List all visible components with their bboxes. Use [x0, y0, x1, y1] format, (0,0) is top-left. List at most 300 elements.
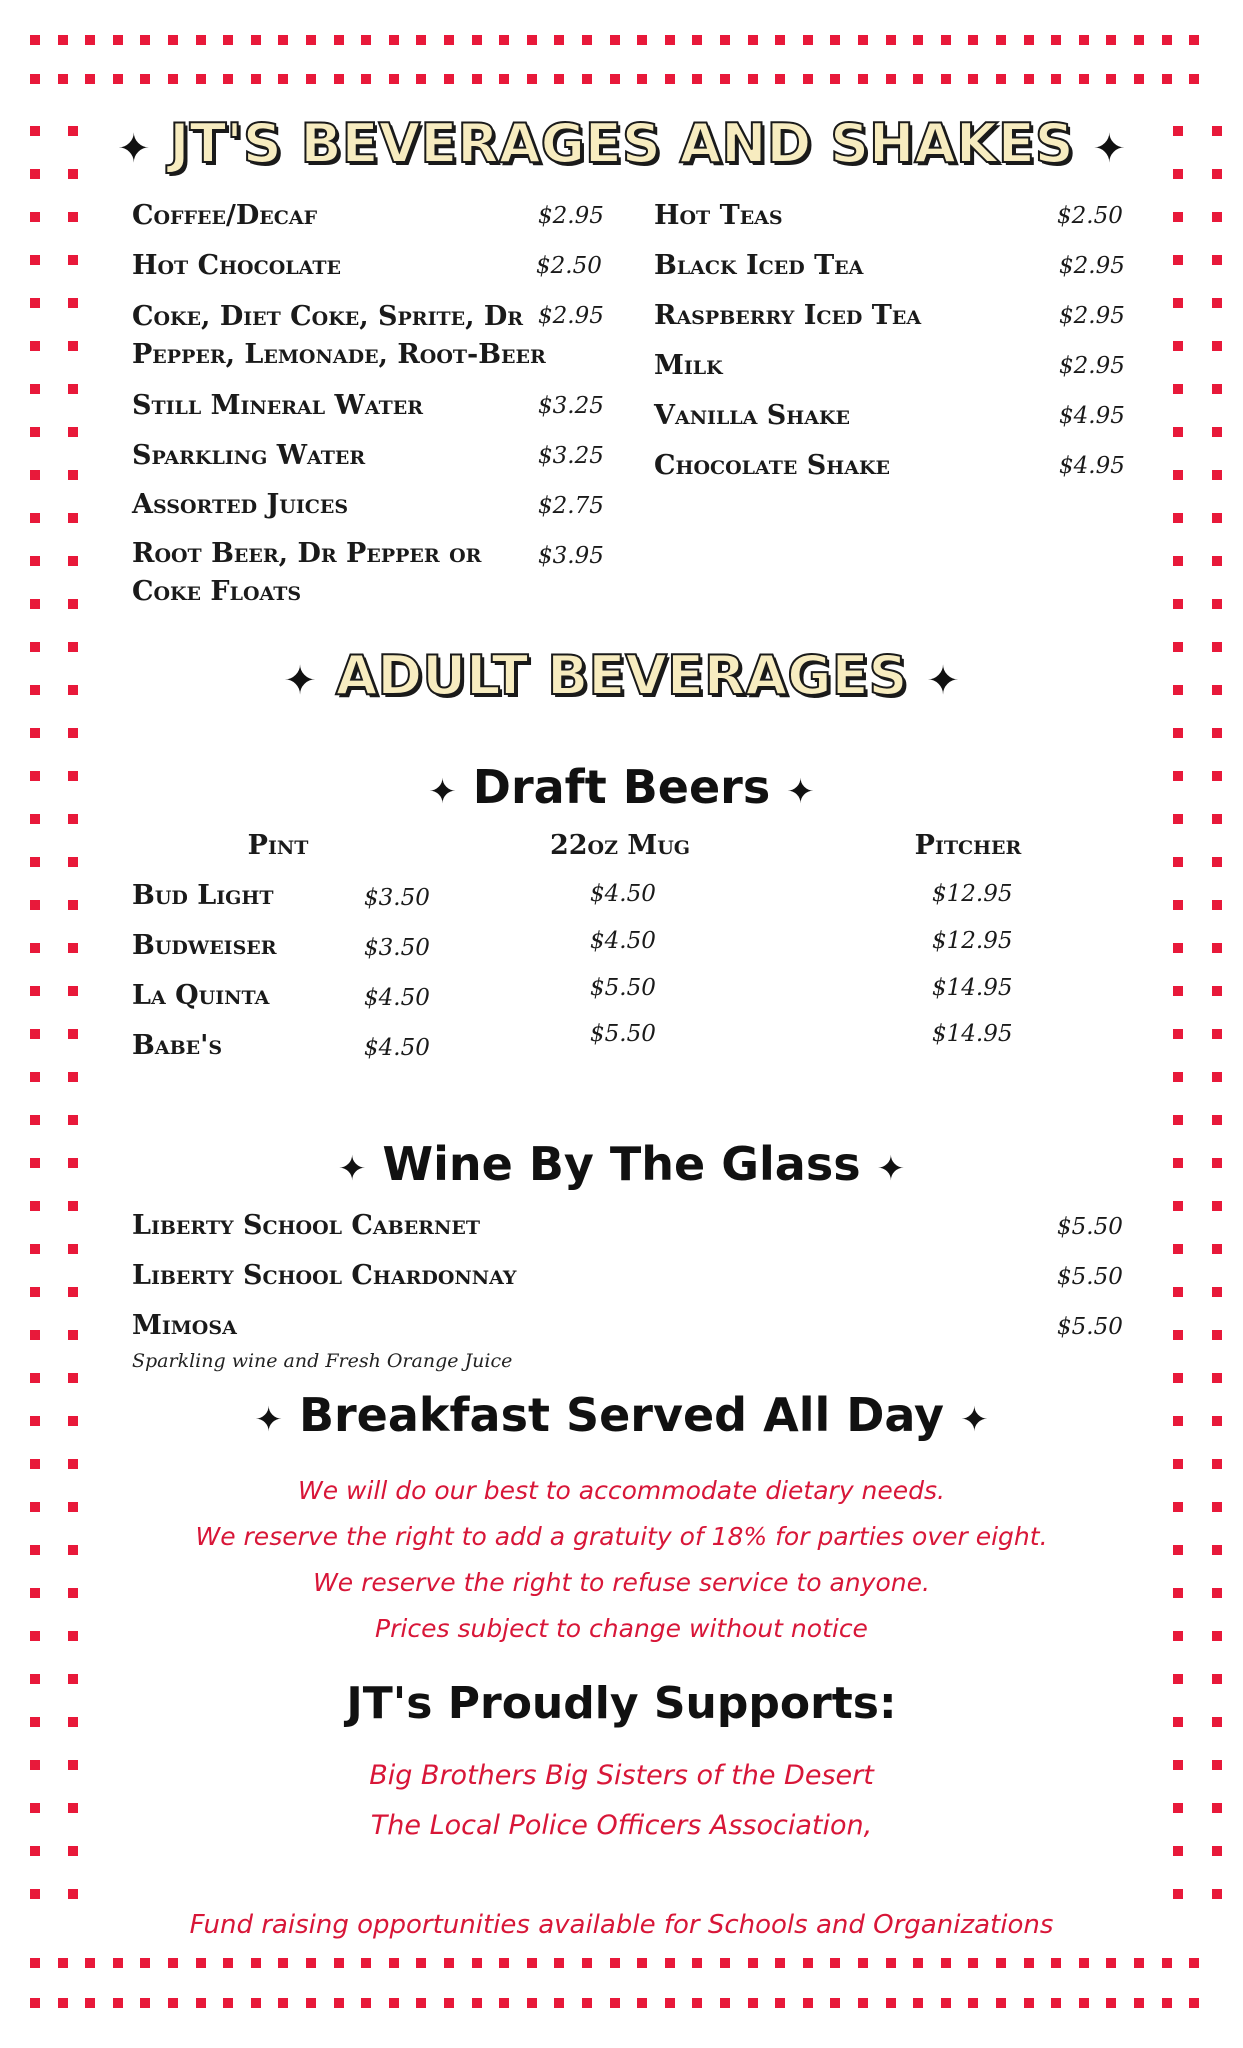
border-dot: [1134, 74, 1144, 84]
menu-item-name: Coke, Diet Coke, Sprite, Dr Pepper, Lemonade, Root-Beer: [132, 301, 546, 370]
mimosa-description: Sparkling wine and Fresh Orange Juice: [132, 1350, 513, 1372]
border-dot: [775, 74, 785, 84]
border-dot: [996, 1958, 1006, 1968]
border-dot: [1212, 298, 1222, 308]
border-dot: [610, 35, 620, 45]
border-dot: [1212, 728, 1222, 738]
border-dot: [775, 35, 785, 45]
border-dot: [1173, 341, 1183, 351]
beverages-heading: ✦ JT'S BEVERAGES AND SHAKES ✦: [117, 112, 1126, 175]
border-dot: [30, 1115, 40, 1125]
border-dot: [665, 1958, 675, 1968]
border-dot: [720, 1998, 730, 2008]
border-dot: [30, 470, 40, 480]
border-dot: [1212, 212, 1222, 222]
border-dot: [1079, 35, 1089, 45]
border-dot: [1212, 1115, 1222, 1125]
border-dot: [68, 212, 78, 222]
border-dot: [1173, 1115, 1183, 1125]
border-dot: [1173, 1201, 1183, 1211]
border-dot: [30, 556, 40, 566]
border-dot: [30, 35, 40, 45]
wine-price: $5.50: [1057, 1264, 1123, 1290]
wine-name: Liberty School Cabernet: [132, 1210, 480, 1241]
border-dot: [941, 74, 951, 84]
border-dot: [1173, 1287, 1183, 1297]
border-dot: [68, 1201, 78, 1211]
border-dot: [1189, 1958, 1199, 1968]
border-dot: [334, 1998, 344, 2008]
border-dot: [748, 74, 758, 84]
border-dot: [1051, 1958, 1061, 1968]
menu-item-name: Hot Teas: [654, 200, 783, 231]
border-dot: [582, 74, 592, 84]
border-dot: [251, 74, 261, 84]
border-dot: [1173, 1846, 1183, 1856]
border-dot: [1051, 74, 1061, 84]
column-header-pint: Pint: [247, 830, 309, 861]
border-dot: [58, 74, 68, 84]
border-dot: [1212, 1201, 1222, 1211]
beer-price-pitcher: $14.95: [932, 1021, 1013, 1047]
border-dot: [1212, 1889, 1222, 1899]
border-dot: [196, 1998, 206, 2008]
border-dot: [720, 1958, 730, 1968]
border-dot: [223, 1958, 233, 1968]
menu-item-name: Still Mineral Water: [132, 390, 423, 421]
border-dot: [68, 513, 78, 523]
border-dot: [1212, 341, 1222, 351]
border-dot: [748, 1998, 758, 2008]
border-dot: [196, 74, 206, 84]
border-dot: [30, 728, 40, 738]
border-dot: [968, 74, 978, 84]
border-dot: [113, 74, 123, 84]
border-dot: [306, 35, 316, 45]
sparkle-icon: ✦: [283, 658, 317, 704]
border-dot: [499, 35, 509, 45]
border-dot: [472, 1998, 482, 2008]
border-dot: [416, 35, 426, 45]
border-dot: [1173, 1072, 1183, 1082]
border-dot: [140, 1998, 150, 2008]
border-dot: [68, 1029, 78, 1039]
border-dot: [30, 513, 40, 523]
border-dot: [68, 728, 78, 738]
border-dot: [278, 74, 288, 84]
border-dot: [1024, 1998, 1034, 2008]
border-dot: [306, 1998, 316, 2008]
border-dot: [692, 1998, 702, 2008]
border-dot: [830, 35, 840, 45]
border-dot: [444, 35, 454, 45]
border-dot: [665, 74, 675, 84]
border-dot: [68, 1330, 78, 1340]
beer-price-pint: $4.50: [364, 1035, 430, 1061]
border-dot: [886, 1958, 896, 1968]
border-dot: [389, 74, 399, 84]
border-dot: [554, 35, 564, 45]
border-dot: [30, 900, 40, 910]
border-dot: [278, 35, 288, 45]
beer-name: Bud Light: [132, 880, 274, 911]
border-dot: [68, 1889, 78, 1899]
border-dot: [1051, 1998, 1061, 2008]
border-dot: [830, 1998, 840, 2008]
menu-item-name: Root Beer, Dr Pepper or Coke Floats: [132, 538, 482, 607]
border-dot: [251, 1998, 261, 2008]
border-dot: [68, 943, 78, 953]
border-dot: [251, 1958, 261, 1968]
border-dot: [1189, 74, 1199, 84]
border-dot: [68, 1846, 78, 1856]
border-dot: [610, 1958, 620, 1968]
border-dot: [720, 74, 730, 84]
border-dot: [1173, 986, 1183, 996]
policy-line: We will do our best to accommodate dietary needs.: [297, 1476, 946, 1505]
border-dot: [58, 35, 68, 45]
sparkle-icon: ✦: [337, 1149, 367, 1189]
border-dot: [223, 1998, 233, 2008]
border-dot: [582, 1998, 592, 2008]
border-dot: [68, 1115, 78, 1125]
border-dot: [389, 35, 399, 45]
border-dot: [1079, 1958, 1089, 1968]
border-dot: [748, 35, 758, 45]
border-dot: [306, 74, 316, 84]
border-dot: [85, 1958, 95, 1968]
menu-item-price: $2.95: [1059, 253, 1125, 279]
border-dot: [1173, 384, 1183, 394]
border-dot: [30, 986, 40, 996]
wine-name: Liberty School Chardonnay: [132, 1260, 517, 1291]
menu-item-name: Hot Chocolate: [132, 250, 341, 281]
border-dot: [527, 74, 537, 84]
border-dot: [499, 74, 509, 84]
beer-price-pint: $3.50: [364, 885, 430, 911]
policy-line: We reserve the right to add a gratuity of 18% for parties over eight.: [195, 1522, 1048, 1551]
fundraising-note: Fund raising opportunities available for Schools and Organizations: [189, 1910, 1054, 1940]
border-dot: [251, 35, 261, 45]
border-dot: [610, 74, 620, 84]
beer-price-pint: $3.50: [364, 935, 430, 961]
border-dot: [30, 1029, 40, 1039]
border-dot: [444, 1958, 454, 1968]
border-dot: [30, 298, 40, 308]
border-dot: [278, 1958, 288, 1968]
supported-organization: Big Brothers Big Sisters of the Desert: [369, 1760, 874, 1791]
border-dot: [416, 1958, 426, 1968]
border-dot: [389, 1958, 399, 1968]
border-dot: [1212, 986, 1222, 996]
border-dot: [30, 427, 40, 437]
sparkle-icon: ✦: [1092, 126, 1126, 172]
border-dot: [444, 1998, 454, 2008]
border-dot: [858, 35, 868, 45]
border-dot: [196, 35, 206, 45]
border-dot: [113, 35, 123, 45]
border-dot: [68, 857, 78, 867]
border-dot: [1212, 1330, 1222, 1340]
border-dot: [68, 341, 78, 351]
border-dot: [830, 74, 840, 84]
menu-item-name: Chocolate Shake: [654, 450, 890, 481]
border-dot: [830, 1958, 840, 1968]
border-dot: [68, 427, 78, 437]
border-dot: [30, 1072, 40, 1082]
border-dot: [1212, 1846, 1222, 1856]
border-dot: [30, 1998, 40, 2008]
adult-beverages-heading: ✦ ADULT BEVERAGES ✦: [283, 644, 960, 707]
border-dot: [858, 74, 868, 84]
border-dot: [1079, 74, 1089, 84]
border-dot: [30, 384, 40, 394]
wine-heading: ✦ Wine By The Glass ✦: [337, 1137, 906, 1191]
border-dot: [499, 1998, 509, 2008]
border-dot: [775, 1958, 785, 1968]
border-dot: [913, 74, 923, 84]
menu-item-name: Raspberry Iced Tea: [654, 300, 922, 331]
border-dot: [748, 1958, 758, 1968]
border-dot: [941, 1958, 951, 1968]
menu-item-price: $3.95: [538, 543, 604, 569]
border-dot: [1173, 599, 1183, 609]
border-dot: [30, 1287, 40, 1297]
border-dot: [361, 35, 371, 45]
border-dot: [1212, 427, 1222, 437]
beer-price-mug: $5.50: [590, 975, 656, 1001]
border-dot: [996, 74, 1006, 84]
border-dot: [1212, 599, 1222, 609]
menu-item-name: Assorted Juices: [132, 489, 349, 520]
border-dot: [1212, 814, 1222, 824]
border-dot: [30, 1459, 40, 1469]
border-dot: [306, 1958, 316, 1968]
border-dot: [996, 35, 1006, 45]
border-dot: [637, 35, 647, 45]
border-dot: [1162, 1958, 1172, 1968]
border-dot: [1212, 857, 1222, 867]
border-dot: [472, 35, 482, 45]
sparkle-icon: ✦: [117, 126, 151, 172]
border-dot: [30, 1201, 40, 1211]
border-dot: [1212, 513, 1222, 523]
border-dot: [1134, 35, 1144, 45]
border-dot: [30, 1846, 40, 1856]
border-dot: [361, 1958, 371, 1968]
beer-name: Budweiser: [132, 930, 277, 961]
supported-organization: The Local Police Officers Association,: [370, 1810, 873, 1841]
border-dot: [58, 1958, 68, 1968]
menu-item-name: Milk: [654, 350, 723, 381]
border-dot: [637, 1958, 647, 1968]
border-dot: [582, 1958, 592, 1968]
border-dot: [140, 74, 150, 84]
border-dot: [168, 35, 178, 45]
border-dot: [1173, 814, 1183, 824]
border-dot: [941, 1998, 951, 2008]
border-dot: [968, 35, 978, 45]
border-dot: [472, 1958, 482, 1968]
column-header-mug: 22oz Mug: [549, 830, 691, 861]
border-dot: [637, 74, 647, 84]
border-dot: [913, 1998, 923, 2008]
border-dot: [1106, 1958, 1116, 1968]
border-dot: [68, 599, 78, 609]
border-dot: [1024, 1958, 1034, 1968]
sparkle-icon: ✦: [876, 1149, 906, 1189]
border-dot: [1173, 1330, 1183, 1340]
border-dot: [85, 35, 95, 45]
border-dot: [30, 814, 40, 824]
menu-item-price: $2.50: [536, 253, 602, 279]
border-dot: [30, 599, 40, 609]
border-dot: [1212, 900, 1222, 910]
border-dot: [775, 1998, 785, 2008]
border-dot: [1134, 1958, 1144, 1968]
border-dot: [68, 298, 78, 308]
border-dot: [913, 1958, 923, 1968]
border-dot: [68, 986, 78, 996]
border-dot: [1173, 427, 1183, 437]
supports-heading: JT's Proudly Supports:: [346, 1678, 897, 1729]
border-dot: [1212, 1072, 1222, 1082]
beer-name: Babe's: [132, 1030, 223, 1061]
border-dot: [1134, 1998, 1144, 2008]
border-dot: [68, 1287, 78, 1297]
border-dot: [68, 1459, 78, 1469]
border-dot: [444, 74, 454, 84]
border-dot: [1212, 556, 1222, 566]
sparkle-icon: ✦: [960, 1400, 989, 1440]
menu-item-price: $2.95: [538, 203, 604, 229]
border-dot: [68, 255, 78, 265]
border-dot: [334, 74, 344, 84]
border-dot: [1173, 1244, 1183, 1254]
border-dot: [68, 470, 78, 480]
border-dot: [68, 384, 78, 394]
beer-price-mug: $4.50: [590, 928, 656, 954]
border-dot: [1212, 1287, 1222, 1297]
sparkle-icon: ✦: [926, 658, 960, 704]
border-dot: [30, 74, 40, 84]
border-dot: [30, 943, 40, 953]
draft-beers-heading: ✦ Draft Beers ✦: [428, 760, 815, 814]
border-dot: [692, 1958, 702, 1968]
border-dot: [30, 255, 40, 265]
border-dot: [1162, 35, 1172, 45]
border-dot: [1173, 900, 1183, 910]
menu-item-price: $2.75: [538, 493, 604, 519]
border-dot: [361, 1998, 371, 2008]
border-dot: [416, 1998, 426, 2008]
border-dot: [30, 1373, 40, 1383]
border-dot: [168, 1998, 178, 2008]
border-dot: [68, 1373, 78, 1383]
border-dot: [637, 1998, 647, 2008]
border-dot: [1024, 35, 1034, 45]
menu-item-price: $4.95: [1059, 403, 1125, 429]
menu-item-price: $2.95: [1059, 353, 1125, 379]
menu-item-price: $2.50: [1057, 203, 1123, 229]
border-dot: [1106, 35, 1116, 45]
border-dot: [968, 1998, 978, 2008]
border-dot: [113, 1958, 123, 1968]
border-dot: [1173, 857, 1183, 867]
border-dot: [223, 35, 233, 45]
border-dot: [610, 1998, 620, 2008]
border-dot: [361, 74, 371, 84]
border-dot: [334, 35, 344, 45]
border-dot: [554, 74, 564, 84]
border-dot: [582, 35, 592, 45]
border-dot: [692, 74, 702, 84]
menu-item-name: Vanilla Shake: [654, 400, 850, 431]
border-dot: [1173, 1373, 1183, 1383]
border-dot: [941, 35, 951, 45]
border-dot: [85, 74, 95, 84]
border-dot: [1212, 1459, 1222, 1469]
border-dot: [499, 1958, 509, 1968]
border-dot: [803, 1998, 813, 2008]
border-dot: [1212, 255, 1222, 265]
border-dot: [334, 1958, 344, 1968]
border-dot: [30, 212, 40, 222]
border-dot: [223, 74, 233, 84]
border-dot: [1189, 35, 1199, 45]
wine-name: Mimosa: [132, 1310, 237, 1341]
menu-item-name: Coffee/Decaf: [132, 200, 318, 231]
border-dot: [68, 1244, 78, 1254]
border-dot: [1173, 1889, 1183, 1899]
border-dot: [1173, 1459, 1183, 1469]
border-dot: [1212, 384, 1222, 394]
menu-item-name: Sparkling Water: [132, 440, 366, 471]
border-dot: [1173, 470, 1183, 480]
breakfast-heading: ✦ Breakfast Served All Day ✦: [254, 1388, 989, 1442]
border-dot: [1212, 943, 1222, 953]
sparkle-icon: ✦: [254, 1400, 283, 1440]
border-dot: [554, 1958, 564, 1968]
beer-price-pint: $4.50: [364, 985, 430, 1011]
border-dot: [913, 35, 923, 45]
border-dot: [527, 35, 537, 45]
border-dot: [858, 1958, 868, 1968]
border-dot: [58, 1998, 68, 2008]
border-dot: [1106, 74, 1116, 84]
border-dot: [1212, 1373, 1222, 1383]
beer-price-mug: $4.50: [590, 881, 656, 907]
wine-price: $5.50: [1057, 1314, 1123, 1340]
beer-price-pitcher: $14.95: [932, 975, 1013, 1001]
sparkle-icon: ✦: [786, 772, 815, 812]
border-dot: [803, 35, 813, 45]
border-dot: [1173, 1029, 1183, 1039]
border-dot: [1173, 212, 1183, 222]
border-dot: [1162, 1998, 1172, 2008]
border-dot: [30, 1244, 40, 1254]
border-dot: [168, 1958, 178, 1968]
beer-price-mug: $5.50: [590, 1021, 656, 1047]
border-dot: [113, 1998, 123, 2008]
border-dot: [68, 1072, 78, 1082]
border-dot: [1079, 1998, 1089, 2008]
border-dot: [886, 35, 896, 45]
border-dot: [1173, 513, 1183, 523]
beer-price-pitcher: $12.95: [932, 928, 1013, 954]
border-dot: [68, 556, 78, 566]
border-dot: [1173, 298, 1183, 308]
